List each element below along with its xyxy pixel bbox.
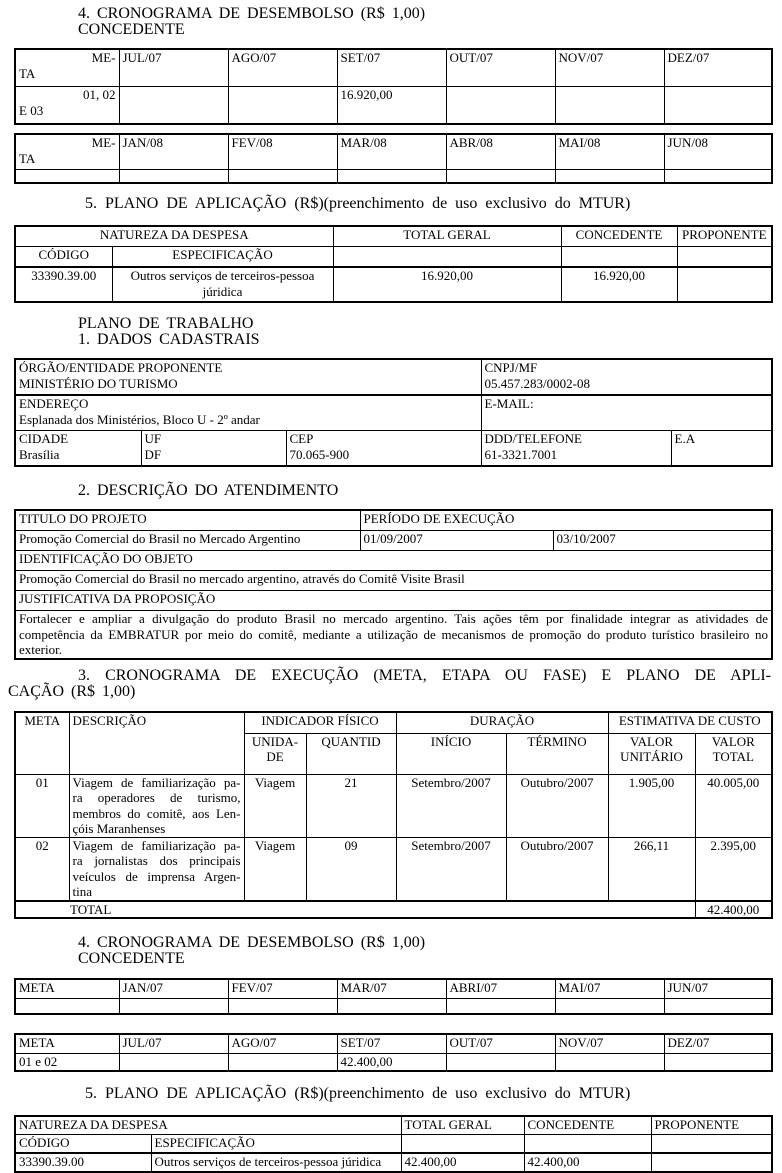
valor-total-header-cell [695, 733, 772, 774]
amount-cell [228, 170, 337, 184]
cronograma-execucao-table [14, 711, 773, 920]
cidade-row [15, 431, 772, 467]
amount-cell [337, 999, 446, 1015]
inicio-cell: Setembro/2007 [396, 774, 506, 837]
meta-cell: 01 [15, 774, 69, 837]
valor-total-cell: 40.005,00 [695, 774, 772, 837]
descricao-line: ra jornalistas dos principais [72, 853, 241, 868]
application-plan-table-bottom [14, 1115, 773, 1173]
justificativa-label-cell: JUSTIFICATIVA DA PROPOSIÇÃO [15, 591, 772, 611]
cidade-value: Brasília [19, 446, 60, 462]
quantidade-cell: 09 [306, 837, 396, 901]
quantidade-cell: 21 [306, 774, 396, 837]
month-header-cell: ABRI/07 [446, 979, 555, 999]
disbursement-table-jan-jun-07 [14, 978, 773, 1015]
header-row [15, 510, 772, 531]
meta-value-line2: E 03 [19, 102, 44, 118]
descricao-header-cell: DESCRIÇÃO [69, 712, 244, 775]
codigo-header-cell: CÓDIGO [15, 1135, 151, 1154]
especificacao-line2: júridica [202, 283, 243, 299]
plano-trabalho-heading [78, 316, 771, 348]
indicador-fisico-header-cell: INDICADOR FÍSICO [244, 712, 396, 734]
codigo-value-cell: 33390.39.00 [15, 267, 112, 302]
amount-cell [664, 999, 772, 1015]
termino-cell: Outubro/2007 [506, 837, 608, 901]
data-inicio-cell: 01/09/2007 [360, 531, 553, 551]
data-row [15, 267, 772, 302]
proponente-value-cell [651, 1153, 772, 1172]
natureza-header-cell: NATUREZA DA DESPESA [15, 1116, 401, 1135]
duracao-header-cell: DURAÇÃO [396, 712, 608, 734]
concedente-value-cell: 42.400,00 [524, 1153, 651, 1172]
month-header-cell: MAR/08 [337, 134, 446, 170]
header-row-2 [15, 1135, 772, 1154]
month-header-cell: SET/07 [337, 1034, 446, 1054]
valor-unitario-cell: 1.905,00 [608, 774, 695, 837]
data-row [15, 1054, 772, 1072]
section-5-title-top: 5. PLANO DE APLICAÇÃO (R$)(preenchimento de uso exclusivo do MTUR) [85, 195, 631, 212]
meta-header-line2: TA [19, 150, 36, 166]
estimativa-custo-header-cell: ESTIMATIVA DE CUSTO [608, 712, 772, 734]
endereco-label: ENDEREÇO [19, 396, 89, 411]
total-value-cell: 42.400,00 [695, 901, 772, 919]
section-2-title: 2. DESCRIÇÃO DO ATENDIMENTO [78, 482, 339, 499]
disbursement-table-jul-dez-07 [14, 48, 773, 125]
especificacao-header-cell: ESPECIFICAÇÃO [151, 1135, 401, 1154]
empty-cell [524, 1135, 651, 1154]
disbursement-table-jul-dez-07-bottom [14, 1033, 773, 1072]
descricao-cell [69, 837, 244, 901]
titulo-projeto-header-cell: TITULO DO PROJETO [15, 510, 360, 531]
meta-value-line1: 01, 02 [83, 87, 116, 102]
total-row [15, 901, 772, 919]
termino-cell: Outubro/2007 [506, 774, 608, 837]
meta-value-cell [15, 87, 119, 125]
amount-cell [446, 87, 555, 125]
endereco-row [15, 395, 772, 431]
unidade-cell: Viagem [244, 837, 306, 901]
cep-label: CEP [289, 431, 314, 446]
header-row [15, 134, 772, 170]
meta-header-cell [15, 49, 119, 87]
justificativa-text-row [15, 611, 772, 659]
month-header-cell: FEV/07 [228, 979, 337, 999]
header-row [15, 979, 772, 999]
meta-header-line1: ME- [91, 135, 116, 150]
section-3-title-line2: CAÇÃO (R$ 1,00) [8, 683, 136, 700]
application-plan-table-top [14, 225, 773, 303]
section-4-subtitle-concedente: CONCEDENTE [78, 950, 185, 967]
header-row [15, 1034, 772, 1054]
month-header-cell: AGO/07 [228, 1034, 337, 1054]
amount-cell [664, 1054, 772, 1072]
header-row [15, 49, 772, 87]
proponente-header-cell: PROPONENTE [677, 226, 772, 247]
empty-cell [651, 1135, 772, 1154]
month-header-cell: OUT/07 [446, 1034, 555, 1054]
amount-cell [664, 87, 772, 125]
month-header-cell: DEZ/07 [664, 1034, 772, 1054]
identificacao-value-cell: Promoção Comercial do Brasil no mercado argentino, através do Comitê Visite Brasil [15, 571, 772, 591]
telefone-value: 61-3321.7001 [484, 446, 558, 462]
descricao-line: ra operadores de turismo, [72, 790, 241, 805]
orgao-label: ÓRGÃO/ENTIDADE PROPONENTE [19, 360, 223, 375]
identificacao-label-cell: IDENTIFICAÇÃO DO OBJETO [15, 551, 772, 571]
descricao-line: tina [72, 884, 92, 899]
section-3-title-line1: 3. CRONOGRAMA DE EXECUÇÃO (META, ETAPA OU FASE) E PLANO DE APLI- [78, 666, 771, 684]
ea-label: E.A [674, 431, 696, 446]
empty-data-row [15, 999, 772, 1015]
uf-label: UF [144, 431, 162, 446]
section-5-title-bottom: 5. PLANO DE APLICAÇÃO (R$)(preenchimento de uso exclusivo do MTUR) [85, 1085, 631, 1102]
titulo-projeto-value-cell: Promoção Comercial do Brasil no Mercado Argentino [15, 531, 360, 551]
descricao-line: çóis Maranhenses [72, 821, 166, 836]
unidade-header-cell [244, 733, 306, 774]
month-header-cell: SET/07 [337, 49, 446, 87]
amount-cell [555, 170, 664, 184]
descricao-line: Viagem de familiarização pa- [72, 837, 241, 853]
inicio-header-cell: INÍCIO [396, 733, 506, 774]
section-3-title [8, 668, 771, 701]
header-row-1 [15, 712, 772, 734]
data-row [15, 531, 772, 551]
codigo-header-cell: CÓDIGO [15, 247, 112, 268]
meta-02-row [15, 837, 772, 901]
descricao-line: Viagem de familiarização pa- [72, 774, 241, 790]
concedente-value-cell: 16.920,00 [561, 267, 677, 302]
especificacao-line1: Outros serviços de terceiros-pessoa [130, 268, 315, 283]
month-header-cell: OUT/07 [446, 49, 555, 87]
month-header-cell: JUL/07 [119, 49, 228, 87]
amount-cell: 42.400,00 [337, 1054, 446, 1072]
total-geral-value-cell: 42.400,00 [401, 1153, 524, 1172]
month-header-cell: NOV/07 [555, 49, 664, 87]
descricao-line: membros do comitê, aos Len- [72, 805, 241, 821]
meta-header-cell: META [15, 979, 119, 999]
month-header-cell: FEV/08 [228, 134, 337, 170]
concedente-header-cell: CONCEDENTE [524, 1116, 651, 1135]
dados-cadastrais-table [14, 358, 773, 467]
valor-unitario-header-cell [608, 733, 695, 774]
telefone-cell [481, 431, 671, 467]
data-row [15, 87, 772, 125]
meta-value-cell [15, 170, 119, 184]
orgao-value: MINISTÉRIO DO TURISMO [19, 375, 178, 391]
empty-cell [401, 1135, 524, 1154]
amount-cell [119, 999, 228, 1015]
header-row-2 [15, 247, 772, 268]
cidade-label: CIDADE [19, 431, 69, 446]
amount-cell [446, 170, 555, 184]
meta-value-cell [15, 999, 119, 1015]
empty-cell [561, 247, 677, 268]
month-header-cell: DEZ/07 [664, 49, 772, 87]
meta-header-cell: META [15, 1034, 119, 1054]
proponente-value-cell [677, 267, 772, 302]
amount-cell [119, 87, 228, 125]
concedente-header-cell: CONCEDENTE [561, 226, 677, 247]
uf-cell [141, 431, 286, 467]
month-header-cell: JUN/07 [664, 979, 772, 999]
empty-cell [677, 247, 772, 268]
month-header-cell: JUL/07 [119, 1034, 228, 1054]
month-header-cell: NOV/07 [555, 1034, 664, 1054]
cep-value: 70.065-900 [289, 446, 350, 462]
inicio-cell: Setembro/2007 [396, 837, 506, 901]
proponente-header-cell: PROPONENTE [651, 1116, 772, 1135]
meta-header-line2: TA [19, 65, 36, 81]
email-label: E-MAIL: [484, 396, 534, 411]
periodo-header-cell: PERÍODO DE EXECUÇÃO [360, 510, 772, 531]
valor-unitario-line1: VALOR [629, 733, 674, 749]
amount-cell [119, 170, 228, 184]
amount-cell [446, 999, 555, 1015]
empty-cell [333, 247, 561, 268]
header-row-1 [15, 1116, 772, 1135]
descricao-atendimento-table [14, 509, 773, 660]
amount-cell [228, 999, 337, 1015]
endereco-value: Esplanada dos Ministérios, Bloco U - 2º andar [19, 411, 260, 427]
section-4-title-line1: 4. CRONOGRAMA DE DESEMBOLSO (R$ 1,00) [78, 5, 426, 22]
quantidade-header-cell: QUANTID [306, 733, 396, 774]
unidade-header-line2: DE [266, 749, 284, 764]
amount-cell [555, 999, 664, 1015]
amount-cell [664, 170, 772, 184]
empty-data-row [15, 170, 772, 184]
amount-cell [446, 1054, 555, 1072]
justificativa-text-cell: Fortalecer e ampliar a divulgação do produto Brasil no mercado argentino. Tais ações têm por finalidade integrar as atividades de competência da EMBRATUR por meio do comitê, mediante a utilização de mecanismos de promoção do produto turístico brasileiro no exterior. [15, 611, 772, 659]
unidade-header-line1: UNIDA- [251, 733, 299, 749]
valor-unitario-line2: UNITÁRIO [620, 749, 683, 764]
cnpj-label: CNPJ/MF [484, 360, 538, 375]
month-header-cell: JUN/08 [664, 134, 772, 170]
orgao-row [15, 359, 772, 395]
month-header-cell: ABR/08 [446, 134, 555, 170]
meta-header-cell [15, 134, 119, 170]
meta-value-cell: 01 e 02 [15, 1054, 119, 1072]
justificativa-label-row [15, 591, 772, 611]
amount-cell [228, 1054, 337, 1072]
header-row-1 [15, 226, 772, 247]
cnpj-cell [481, 359, 772, 395]
telefone-label: DDD/TELEFONE [484, 431, 582, 446]
amount-cell [555, 1054, 664, 1072]
meta-header-line1: ME- [91, 50, 116, 65]
meta-cell: 02 [15, 837, 69, 901]
especificacao-value-cell: Outros serviços de terceiros-pessoa júridica [151, 1153, 401, 1172]
amount-cell: 16.920,00 [337, 87, 446, 125]
valor-unitario-cell: 266,11 [608, 837, 695, 901]
month-header-cell: JAN/08 [119, 134, 228, 170]
amount-cell [119, 1054, 228, 1072]
total-geral-header-cell: TOTAL GERAL [333, 226, 561, 247]
data-row [15, 1153, 772, 1172]
valor-total-line1: VALOR [711, 733, 755, 749]
email-cell [481, 395, 772, 431]
data-fim-cell: 03/10/2007 [553, 531, 772, 551]
uf-value: DF [144, 446, 162, 462]
plano-trabalho-title: PLANO DE TRABALHO [78, 315, 254, 332]
descricao-line: veículos de imprensa Argen- [72, 868, 241, 884]
identificacao-value-row [15, 571, 772, 591]
endereco-cell [15, 395, 481, 431]
total-geral-value-cell: 16.920,00 [333, 267, 561, 302]
identificacao-label-row [15, 551, 772, 571]
disbursement-table-jan-jun-08 [14, 133, 773, 184]
natureza-header-cell: NATUREZA DA DESPESA [15, 226, 333, 247]
meta-01-row [15, 774, 772, 837]
especificacao-header-cell: ESPECIFICAÇÃO [112, 247, 333, 268]
section-4-subtitle-concedente: CONCEDENTE [78, 21, 185, 38]
codigo-value-cell: 33390.39.00 [15, 1153, 151, 1172]
unidade-cell: Viagem [244, 774, 306, 837]
total-geral-header-cell: TOTAL GERAL [401, 1116, 524, 1135]
cnpj-value: 05.457.283/0002-08 [484, 375, 590, 391]
month-header-cell: MAI/08 [555, 134, 664, 170]
section-1-title: 1. DADOS CADASTRAIS [78, 331, 260, 348]
amount-cell [555, 87, 664, 125]
valor-total-line2: TOTAL [712, 749, 754, 764]
total-label-cell: TOTAL [15, 901, 695, 919]
section-4-title-line1: 4. CRONOGRAMA DE DESEMBOLSO (R$ 1,00) [78, 934, 426, 951]
meta-header-cell: META [15, 712, 69, 775]
month-header-cell: AGO/07 [228, 49, 337, 87]
month-header-cell: MAI/07 [555, 979, 664, 999]
cidade-cell [15, 431, 141, 467]
cep-cell [286, 431, 481, 467]
month-header-cell: JAN/07 [119, 979, 228, 999]
especificacao-value-cell [112, 267, 333, 302]
section-4-title-bottom [78, 935, 771, 967]
descricao-cell [69, 774, 244, 837]
month-header-cell: MAR/07 [337, 979, 446, 999]
amount-cell [337, 170, 446, 184]
ea-cell [671, 431, 772, 467]
termino-header-cell: TÉRMINO [506, 733, 608, 774]
amount-cell [228, 87, 337, 125]
section-4-title-top [78, 6, 771, 38]
valor-total-cell: 2.395,00 [695, 837, 772, 901]
orgao-cell [15, 359, 481, 395]
